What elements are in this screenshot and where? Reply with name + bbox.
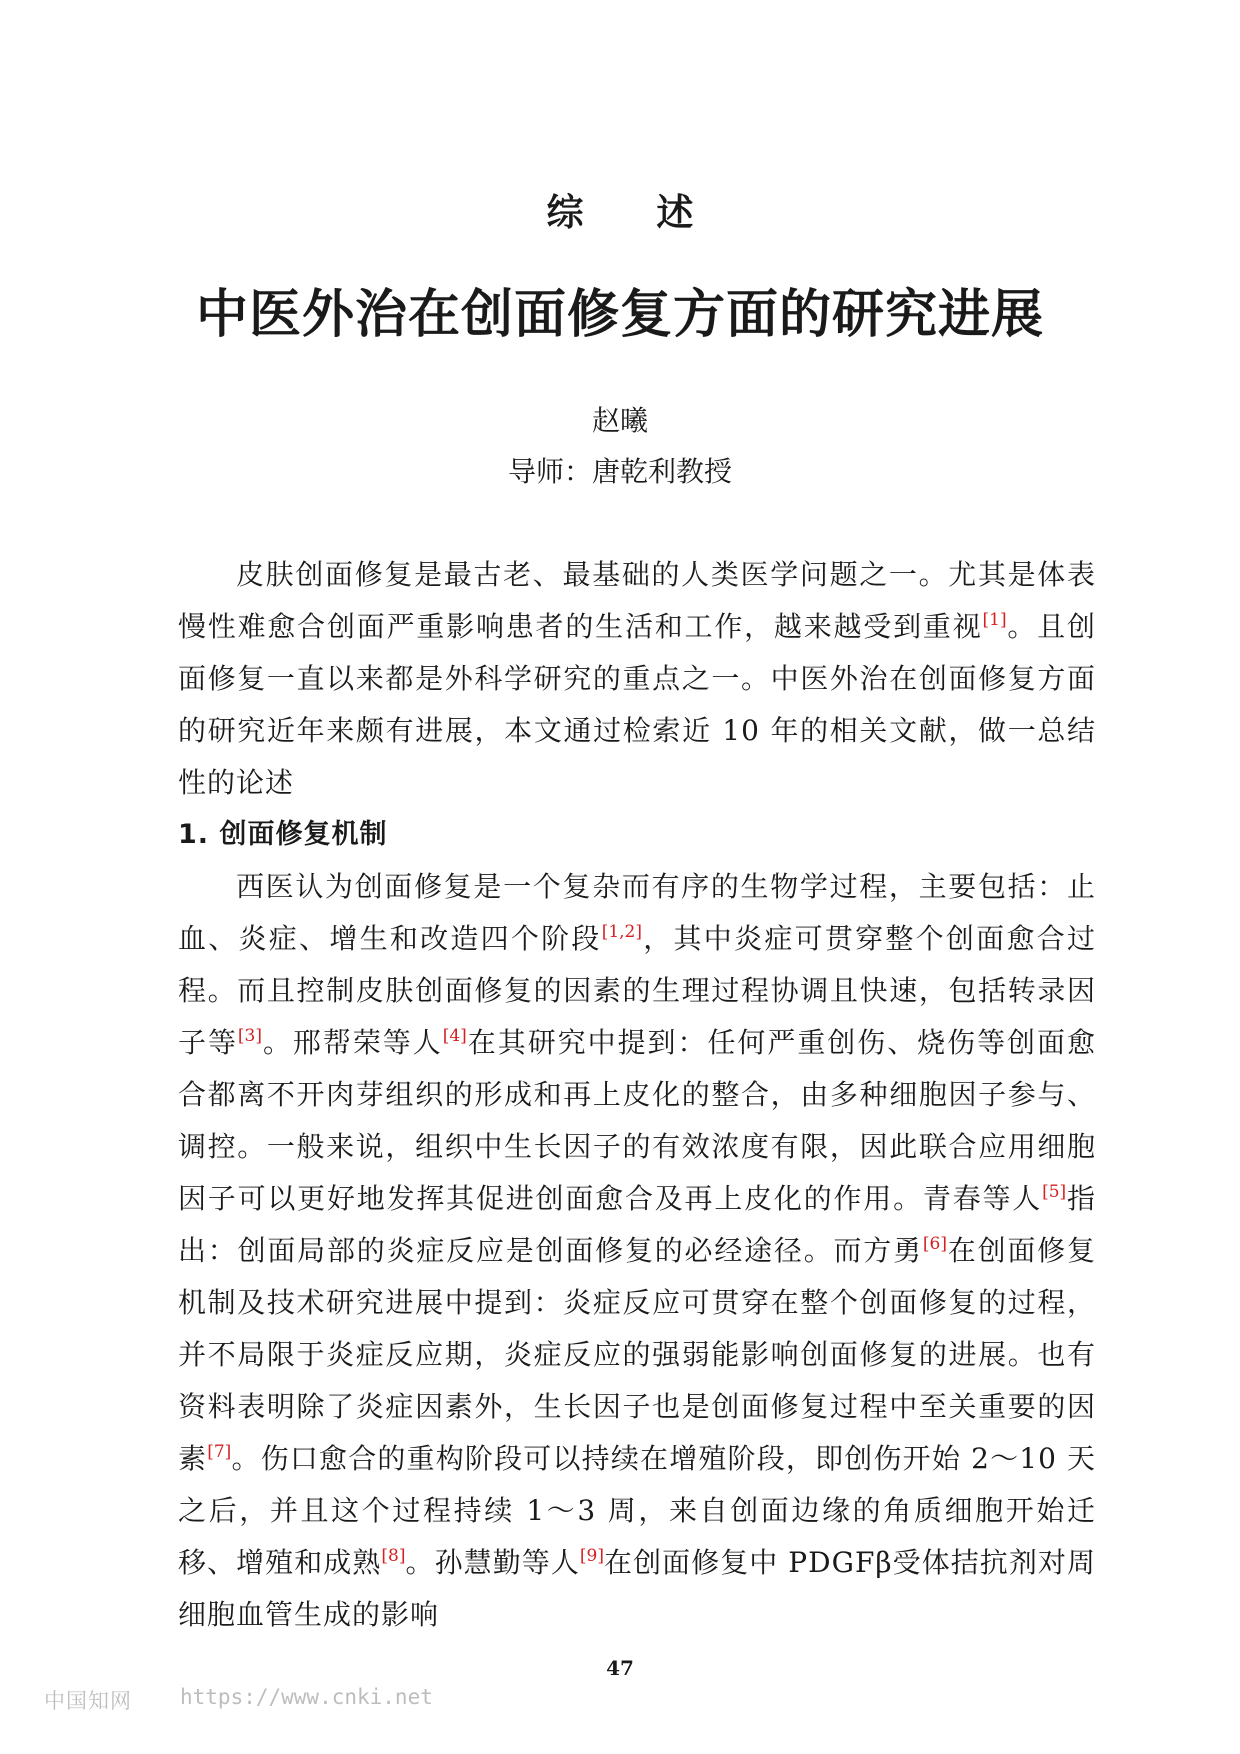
citation-ref[interactable]: [7] bbox=[207, 1442, 232, 1462]
text-run: 。伤口愈合的重构阶段可以持续在增殖阶段，即创伤开始 2～10 天之后，并且这个过程持续 1～3 周，来自创面边缘的角质细胞开始迁移、增殖和成熟 bbox=[178, 1442, 1096, 1579]
text-run: 西医认为创面修复是一个复杂而有序的生物学过程，主要包括：止血、炎症、增生和改造四个阶段 bbox=[178, 870, 1096, 955]
text-run: 皮肤创面修复是最古老、最基础的人类医学问题之一。尤其是体表慢性难愈合创面严重影响患者的生活和工作，越来越受到重视 bbox=[178, 558, 1096, 643]
citation-ref[interactable]: [5] bbox=[1042, 1182, 1067, 1202]
paragraph-mechanism bbox=[178, 861, 1096, 1641]
section-label: 综 述 bbox=[546, 191, 724, 234]
text-run: 在其研究中提到：任何严重创伤、烧伤等创面愈合都离不开肉芽组织的形成和再上皮化的整合，由多种细胞因子参与、调控。一般来说，组织中生长因子的有效浓度有限，因此联合应用细胞因子可以更好地发挥其促进创面愈合及再上皮化的作用。青春等人 bbox=[178, 1026, 1096, 1215]
advisor-line: 导师：唐乾利教授 bbox=[507, 455, 732, 488]
citation-ref[interactable]: [1,2] bbox=[601, 922, 643, 942]
citation-ref[interactable]: [9] bbox=[579, 1546, 604, 1566]
author-name: 赵曦 bbox=[591, 404, 648, 437]
text-run: 。孙慧勤等人 bbox=[405, 1546, 580, 1579]
text-run: 在创面修复机制及技术研究进展中提到：炎症反应可贯穿在整个创面修复的过程，并不局限于炎症反应期，炎症反应的强弱能影响创面修复的进展。也有资料表明除了炎症因素外，生长因子也是创面修复过程中至关重要的因素 bbox=[178, 1234, 1096, 1475]
citation-ref[interactable]: [1] bbox=[982, 610, 1007, 630]
text-run: 。邢帮荣等人 bbox=[262, 1026, 443, 1059]
citation-ref[interactable]: [3] bbox=[237, 1026, 263, 1046]
page-number: 47 bbox=[606, 1656, 634, 1680]
text-run: ，其中炎症可贯穿整个创面愈合过程。而且控制皮肤创面修复的因素的生理过程协调且快速，包括转录因子等 bbox=[178, 922, 1096, 1059]
citation-ref[interactable]: [6] bbox=[922, 1234, 947, 1254]
body-text bbox=[178, 549, 1096, 1641]
text-run: 。且创面修复一直以来都是外科学研究的重点之一。中医外治在创面修复方面的研究近年来颇有进展，本文通过检索近 10 年的相关文献，做一总结性的论述 bbox=[178, 610, 1096, 799]
citation-ref[interactable]: [8] bbox=[381, 1546, 406, 1566]
text-run: 在创面修复中 PDGFβ受体拮抗剂对周细胞血管生成的影响 bbox=[178, 1546, 1096, 1631]
section-heading: 1. 创面修复机制 bbox=[178, 819, 388, 850]
paper-title: 中医外治在创面修复方面的研究进展 bbox=[195, 285, 1044, 345]
text-run: 指出：创面局部的炎症反应是创面修复的必经途径。而方勇 bbox=[178, 1182, 1096, 1267]
citation-ref[interactable]: [4] bbox=[442, 1026, 467, 1046]
watermark-name: 中国知网 bbox=[44, 1689, 132, 1713]
watermark-url: https://www.cnki.net bbox=[180, 1685, 433, 1709]
paragraph-intro bbox=[178, 549, 1096, 809]
